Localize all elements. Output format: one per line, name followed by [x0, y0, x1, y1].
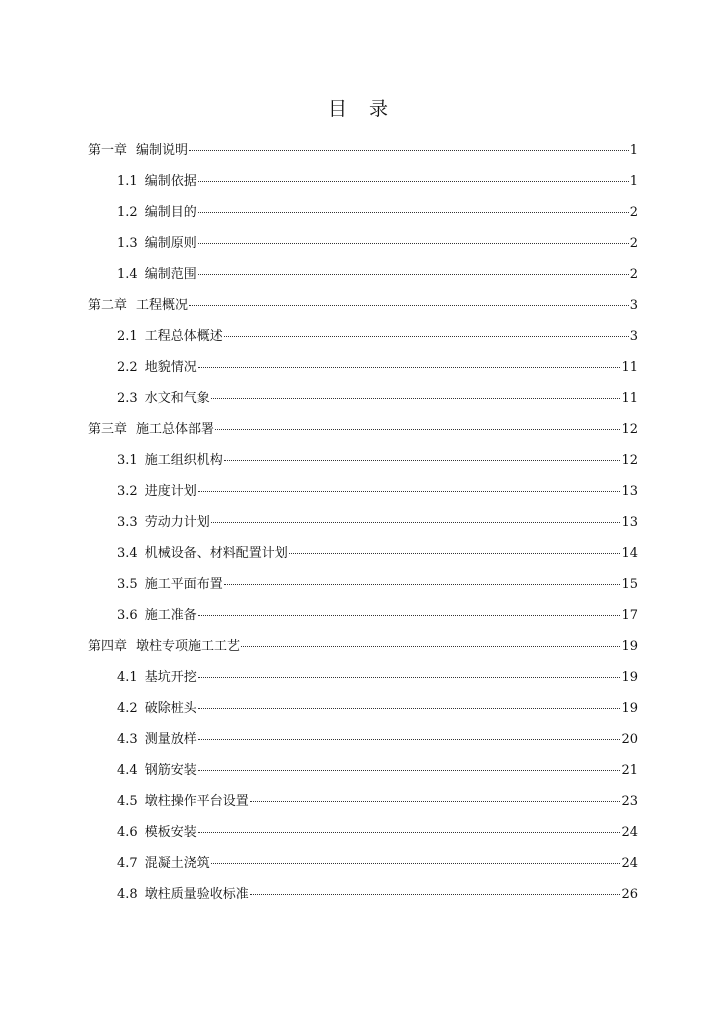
toc-entry-label: 编制依据	[144, 174, 197, 189]
toc-entry-page-number: 24	[621, 825, 638, 840]
toc-entry-page-number: 17	[621, 608, 638, 623]
toc-chapter-entry[interactable]	[88, 140, 638, 171]
toc-entry-number: 3.6	[117, 608, 138, 623]
toc-entry-number: 2.1	[117, 329, 138, 344]
toc-entry-page-number: 19	[621, 670, 638, 685]
toc-entry-label: 测量放样	[144, 732, 197, 747]
toc-section-entry[interactable]	[88, 543, 638, 574]
toc-section-entry[interactable]	[88, 326, 638, 357]
toc-entry-number: 2.2	[117, 360, 138, 375]
toc-entry-label: 破除桩头	[144, 701, 197, 716]
toc-dot-leader	[250, 894, 621, 895]
toc-dot-leader	[215, 429, 620, 430]
toc-entry-page-number: 3	[629, 298, 638, 313]
toc-entry-label: 模板安装	[144, 825, 197, 840]
toc-dot-leader	[198, 770, 621, 771]
toc-section-entry[interactable]	[88, 729, 638, 760]
toc-entry-number: 4.1	[117, 670, 138, 685]
toc-entry-page-number: 19	[621, 639, 638, 654]
toc-entry-number: 3.3	[117, 515, 138, 530]
toc-dot-leader	[198, 677, 621, 678]
toc-dot-leader	[289, 553, 621, 554]
toc-section-entry[interactable]	[88, 760, 638, 791]
toc-entry-label: 施工准备	[144, 608, 197, 623]
toc-entry-label: 水文和气象	[144, 391, 210, 406]
toc-entry-page-number: 11	[621, 391, 638, 406]
toc-entry-label: 劳动力计划	[144, 515, 210, 530]
toc-dot-leader	[198, 491, 621, 492]
toc-entry-number: 4.7	[117, 856, 138, 871]
toc-entry-number: 第三章	[88, 422, 128, 437]
toc-dot-leader	[198, 739, 621, 740]
toc-entry-label: 施工组织机构	[144, 453, 223, 468]
toc-entry-number: 4.4	[117, 763, 138, 778]
toc-chapter-entry[interactable]	[88, 295, 638, 326]
toc-entry-page-number: 11	[621, 360, 638, 375]
toc-dot-leader	[211, 522, 621, 523]
toc-entry-page-number: 24	[621, 856, 638, 871]
toc-entry-label: 编制说明	[136, 143, 189, 158]
toc-entry-page-number: 2	[629, 267, 638, 282]
toc-entry-number: 4.2	[117, 701, 138, 716]
toc-entry-label: 机械设备、材料配置计划	[144, 546, 288, 561]
toc-chapter-entry[interactable]	[88, 419, 638, 450]
toc-entry-number: 4.8	[117, 887, 138, 902]
toc-entry-page-number: 12	[621, 453, 638, 468]
toc-dot-leader	[189, 150, 629, 151]
toc-entry-number: 1.1	[117, 174, 138, 189]
toc-section-entry[interactable]	[88, 450, 638, 481]
toc-section-entry[interactable]	[88, 822, 638, 853]
toc-entry-number: 第二章	[88, 298, 128, 313]
toc-entry-page-number: 3	[629, 329, 638, 344]
toc-entry-number: 3.1	[117, 453, 138, 468]
toc-entry-page-number: 13	[621, 515, 638, 530]
toc-entry-label: 墩柱操作平台设置	[144, 794, 249, 809]
toc-entry-label: 钢筋安装	[144, 763, 197, 778]
toc-entry-number: 3.2	[117, 484, 138, 499]
toc-entry-page-number: 21	[621, 763, 638, 778]
toc-entry-page-number: 12	[621, 422, 638, 437]
toc-entry-label: 施工平面布置	[144, 577, 223, 592]
toc-dot-leader	[211, 863, 621, 864]
toc-section-entry[interactable]	[88, 884, 638, 915]
toc-entry-page-number: 1	[629, 143, 638, 158]
toc-entry-page-number: 1	[629, 174, 638, 189]
toc-entry-label: 施工总体部署	[136, 422, 215, 437]
toc-entry-label: 基坑开挖	[144, 670, 197, 685]
toc-dot-leader	[198, 181, 629, 182]
toc-entry-number: 第一章	[88, 143, 128, 158]
toc-dot-leader	[198, 243, 629, 244]
toc-title: 目 录	[327, 98, 397, 120]
toc-list	[88, 140, 638, 915]
toc-dot-leader	[198, 615, 621, 616]
toc-section-entry[interactable]	[88, 481, 638, 512]
toc-dot-leader	[250, 801, 621, 802]
toc-dot-leader	[198, 832, 621, 833]
toc-entry-label: 墩柱质量验收标准	[144, 887, 249, 902]
toc-section-entry[interactable]	[88, 388, 638, 419]
toc-entry-page-number: 2	[629, 205, 638, 220]
toc-dot-leader	[224, 336, 629, 337]
toc-section-entry[interactable]	[88, 512, 638, 543]
toc-section-entry[interactable]	[88, 698, 638, 729]
toc-entry-page-number: 20	[621, 732, 638, 747]
toc-entry-label: 编制原则	[144, 236, 197, 251]
toc-dot-leader	[224, 460, 621, 461]
toc-entry-label: 进度计划	[144, 484, 197, 499]
toc-dot-leader	[189, 305, 629, 306]
toc-entry-page-number: 2	[629, 236, 638, 251]
toc-entry-number: 1.3	[117, 236, 138, 251]
toc-section-entry[interactable]	[88, 791, 638, 822]
toc-dot-leader	[211, 398, 621, 399]
toc-section-entry[interactable]	[88, 667, 638, 698]
toc-dot-leader	[198, 367, 621, 368]
toc-entry-number: 4.6	[117, 825, 138, 840]
toc-entry-number: 3.4	[117, 546, 138, 561]
toc-entry-label: 编制范围	[144, 267, 197, 282]
toc-entry-page-number: 15	[621, 577, 638, 592]
toc-entry-number: 1.4	[117, 267, 138, 282]
toc-entry-number: 1.2	[117, 205, 138, 220]
toc-entry-number: 4.5	[117, 794, 138, 809]
toc-entry-number: 3.5	[117, 577, 138, 592]
toc-entry-label: 墩柱专项施工工艺	[136, 639, 241, 654]
toc-chapter-entry[interactable]	[88, 636, 638, 667]
toc-entry-label: 编制目的	[144, 205, 197, 220]
toc-section-entry[interactable]	[88, 574, 638, 605]
toc-dot-leader	[198, 274, 629, 275]
toc-entry-label: 地貌情况	[144, 360, 197, 375]
toc-section-entry[interactable]	[88, 264, 638, 295]
toc-entry-number: 4.3	[117, 732, 138, 747]
toc-section-entry[interactable]	[88, 357, 638, 388]
toc-entry-label: 工程概况	[136, 298, 189, 313]
toc-entry-page-number: 19	[621, 701, 638, 716]
toc-dot-leader	[198, 212, 629, 213]
toc-entry-page-number: 14	[621, 546, 638, 561]
toc-entry-number: 第四章	[88, 639, 128, 654]
toc-section-entry[interactable]	[88, 605, 638, 636]
toc-entry-page-number: 13	[621, 484, 638, 499]
toc-section-entry[interactable]	[88, 853, 638, 884]
toc-entry-page-number: 26	[621, 887, 638, 902]
toc-dot-leader	[224, 584, 621, 585]
toc-section-entry[interactable]	[88, 233, 638, 264]
toc-dot-leader	[198, 708, 621, 709]
toc-entry-label: 混凝土浇筑	[144, 856, 210, 871]
toc-entry-number: 2.3	[117, 391, 138, 406]
toc-section-entry[interactable]	[88, 171, 638, 202]
toc-section-entry[interactable]	[88, 202, 638, 233]
toc-dot-leader	[241, 646, 620, 647]
toc-entry-label: 工程总体概述	[144, 329, 223, 344]
toc-entry-page-number: 23	[621, 794, 638, 809]
